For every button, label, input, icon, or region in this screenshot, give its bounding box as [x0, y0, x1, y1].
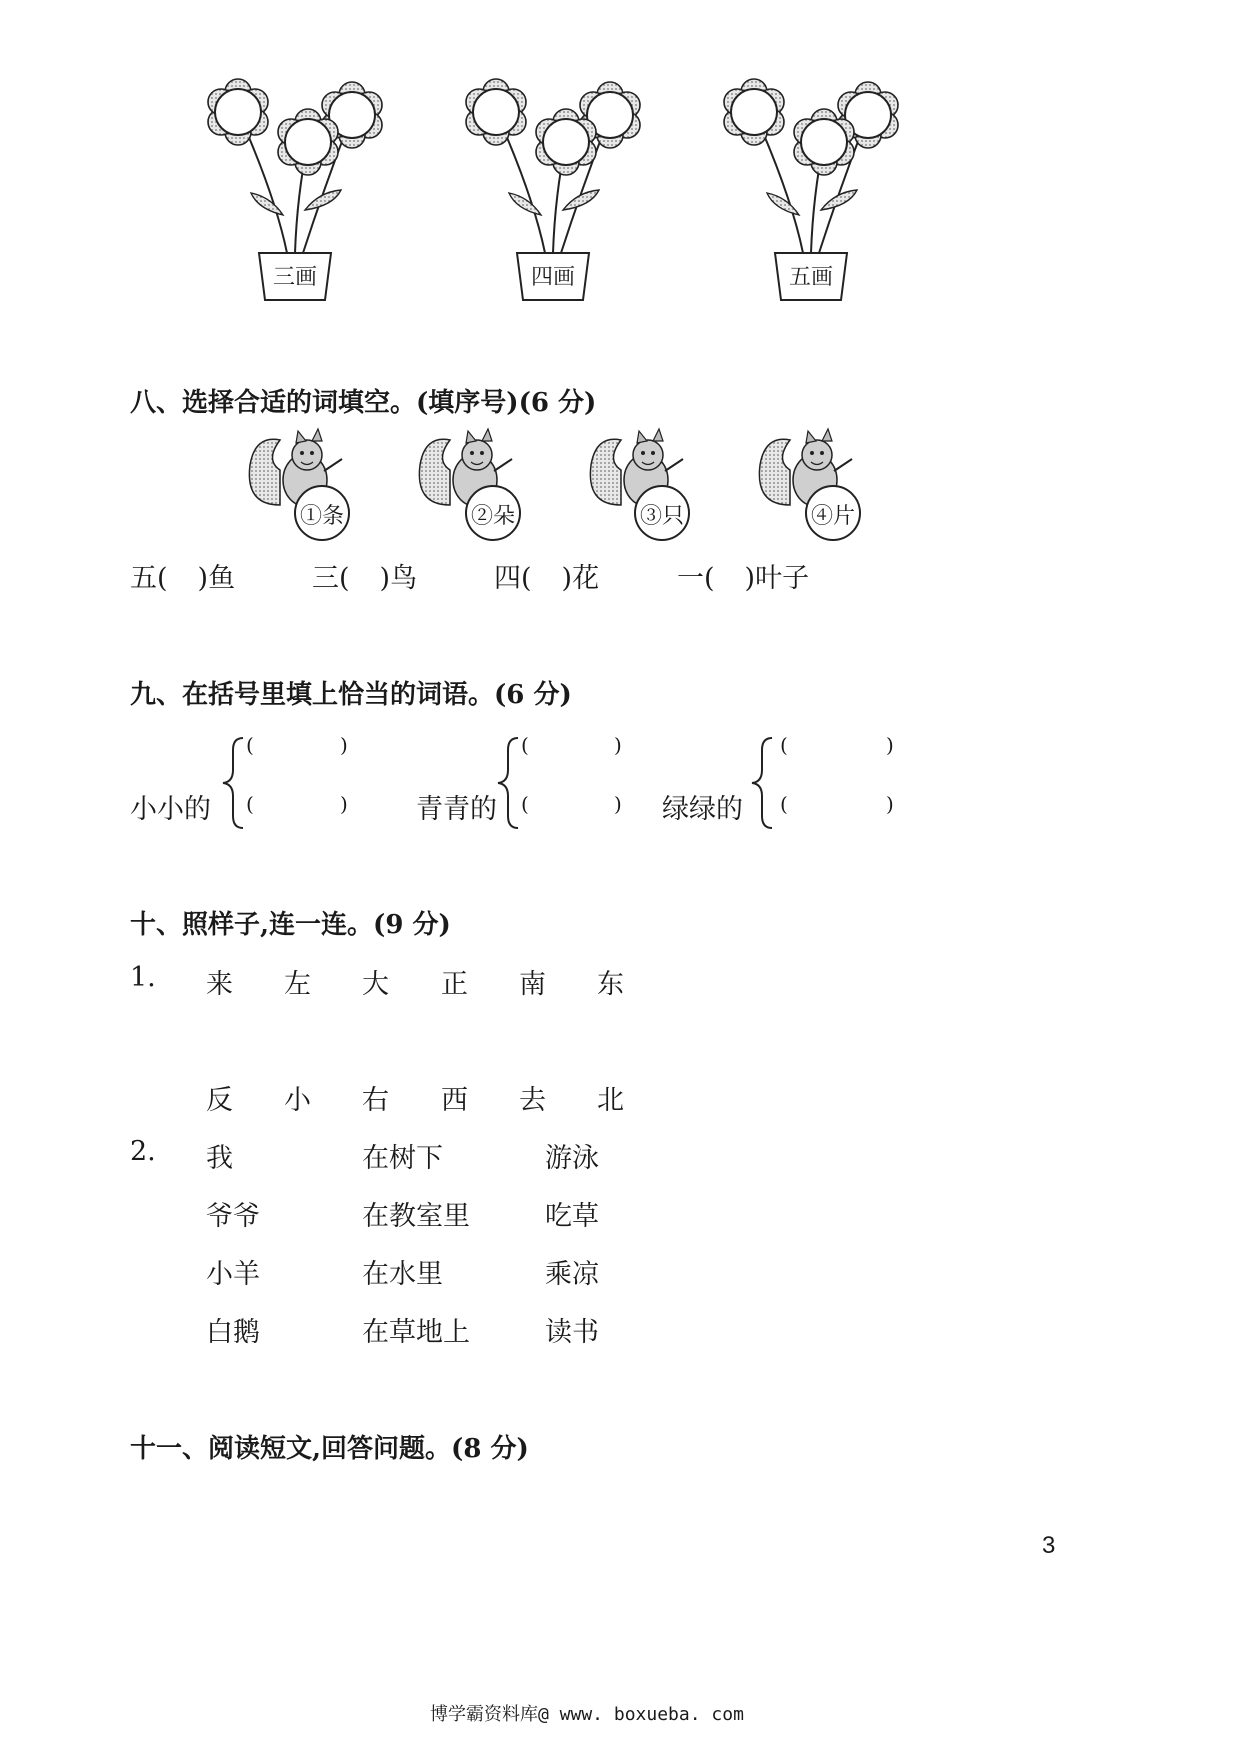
q10-subject: 白鹅: [206, 1317, 260, 1348]
q10-action: 乘凉: [545, 1259, 599, 1290]
q10-top-char: 左: [284, 969, 311, 1000]
q10-place: 在草地上: [362, 1317, 470, 1348]
q10-place: 在教室里: [362, 1201, 470, 1232]
q9-word-2: 青青的: [416, 794, 497, 825]
q9-paren: ): [886, 792, 894, 816]
brace-marks: [0, 0, 1241, 840]
q9-paren: ): [340, 733, 348, 757]
footer-watermark: 博学霸资料库@ www. boxueba. com: [430, 1704, 744, 1725]
q9-paren: ): [886, 733, 894, 757]
q8-blank-4: 一( )叶子: [677, 563, 810, 594]
q9-paren: (: [521, 733, 529, 757]
q10-bottom-char: 反: [206, 1085, 233, 1116]
q10-top-char: 来: [206, 969, 233, 1000]
q10-action: 游泳: [545, 1143, 599, 1174]
q10-top-char: 南: [519, 969, 546, 1000]
option-label: ③只: [639, 504, 684, 529]
q11-title: 十一、阅读短文,回答问题。(8 分): [130, 1434, 529, 1464]
option-label: ④片: [810, 504, 855, 529]
q10-bottom-char: 西: [441, 1085, 468, 1116]
pot-label: 三画: [272, 265, 317, 290]
q10-top-char: 大: [362, 969, 389, 1000]
q10-top-char: 正: [441, 969, 468, 1000]
q10-place: 在树下: [362, 1143, 443, 1174]
q8-blank-1: 五( )鱼: [130, 563, 236, 594]
q10-action: 吃草: [545, 1201, 599, 1232]
q9-paren: (: [521, 792, 529, 816]
q9-paren: (: [780, 792, 788, 816]
page-number: 3: [1042, 1532, 1056, 1559]
q8-blank-2: 三( )鸟: [312, 563, 418, 594]
option-label: ②朵: [470, 504, 515, 529]
q9-paren: ): [614, 792, 622, 816]
q10-action: 读书: [545, 1317, 599, 1348]
q10-subject: 小羊: [206, 1259, 260, 1290]
q9-paren: ): [614, 733, 622, 757]
q9-paren: (: [780, 733, 788, 757]
pot-label: 五画: [788, 265, 833, 290]
q10-part2-label: 2.: [130, 1136, 156, 1167]
q10-part1-label: 1.: [130, 962, 156, 993]
q10-subject: 爷爷: [206, 1201, 260, 1232]
q9-title: 九、在括号里填上恰当的词语。(6 分): [130, 680, 572, 710]
q10-bottom-char: 北: [597, 1085, 624, 1116]
q10-subject: 我: [206, 1143, 233, 1174]
q9-paren: (: [246, 733, 254, 757]
q9-word-3: 绿绿的: [662, 794, 743, 825]
q10-title: 十、照样子,连一连。(9 分): [130, 910, 451, 940]
option-label: ①条: [299, 504, 344, 529]
q9-paren: (: [246, 792, 254, 816]
q8-title: 八、选择合适的词填空。(填序号)(6 分): [130, 388, 597, 418]
q10-place: 在水里: [362, 1259, 443, 1290]
q8-blank-3: 四( )花: [494, 563, 600, 594]
q10-top-char: 东: [597, 969, 624, 1000]
q9-paren: ): [340, 792, 348, 816]
q9-word-1: 小小的: [130, 794, 211, 825]
pot-label: 四画: [530, 265, 575, 290]
q10-bottom-char: 小: [284, 1085, 311, 1116]
q10-bottom-char: 右: [362, 1085, 389, 1116]
q10-bottom-char: 去: [519, 1085, 546, 1116]
